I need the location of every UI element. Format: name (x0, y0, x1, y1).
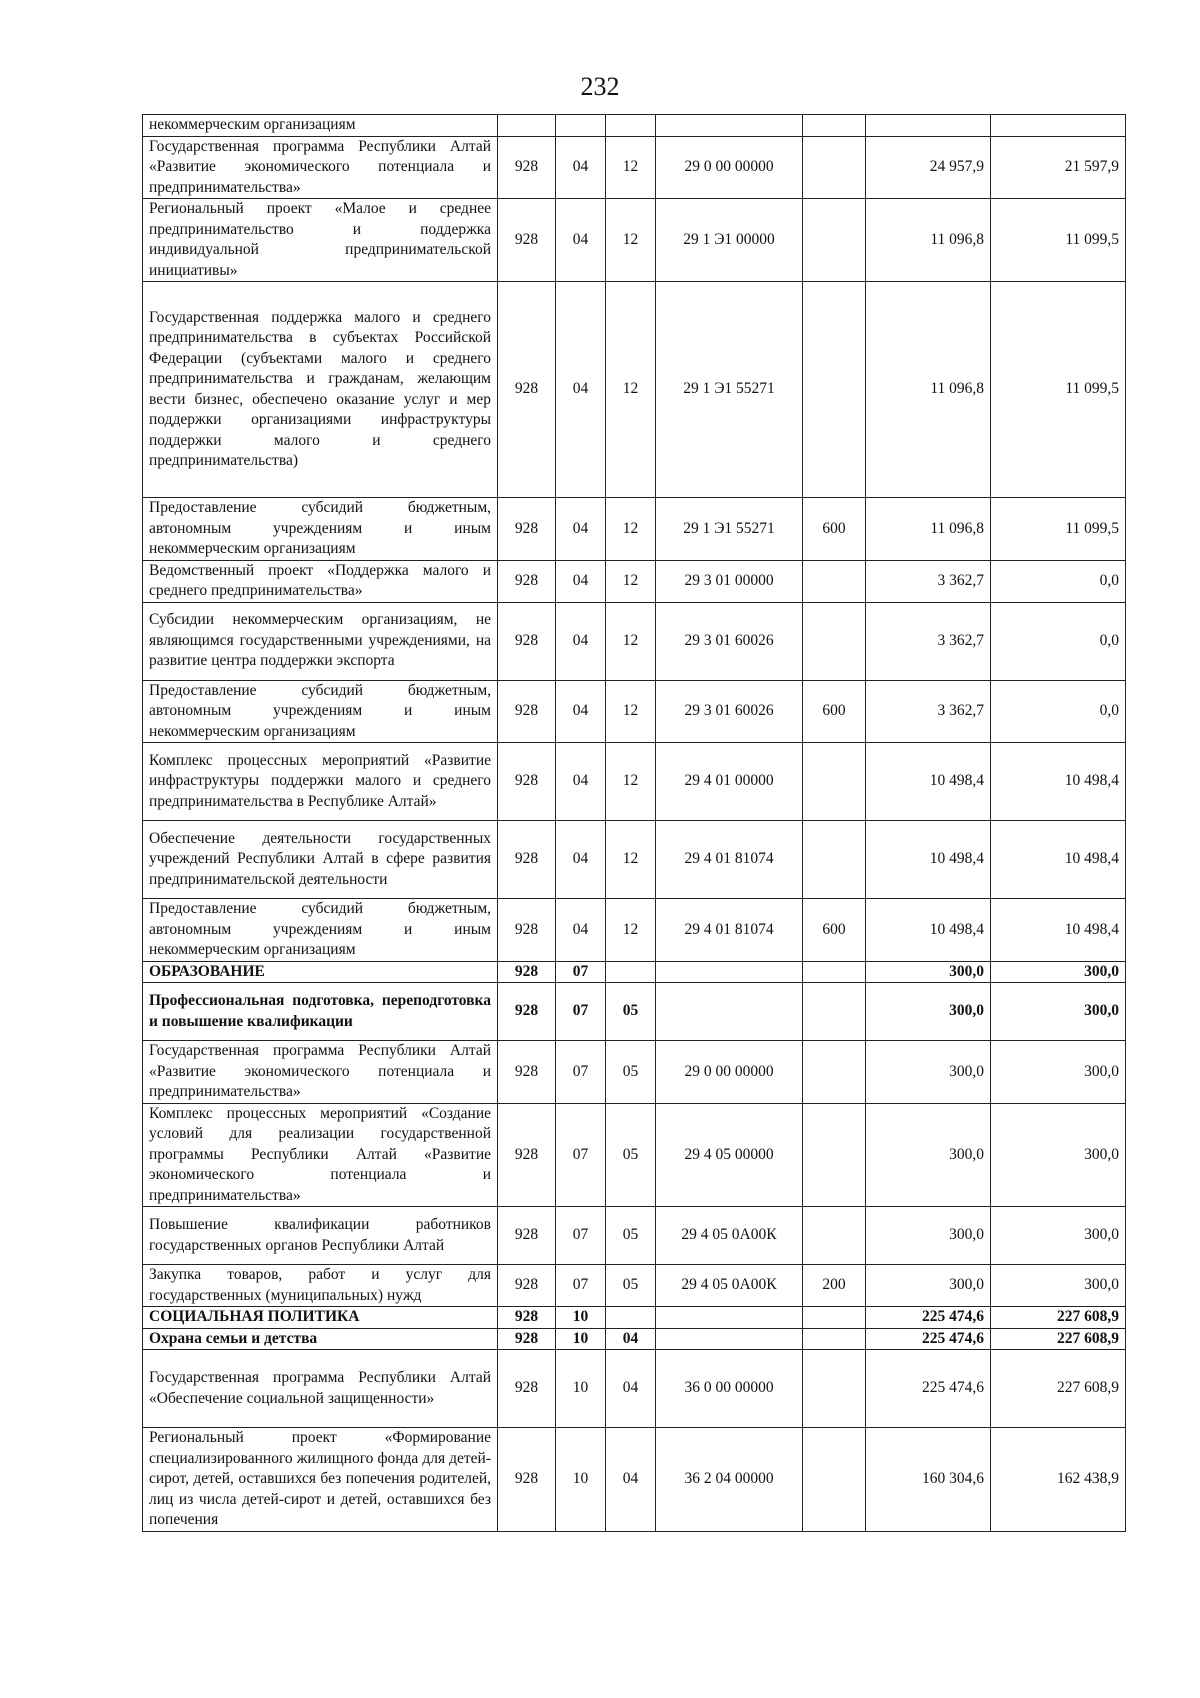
cell-amount-year1: 3 362,7 (866, 602, 991, 680)
table-body (143, 115, 1126, 1532)
cell-expense-type: 600 (803, 899, 866, 962)
table-row (143, 560, 1126, 602)
cell-ministry: 928 (498, 282, 556, 498)
cell-expense-type: 600 (803, 498, 866, 561)
cell-amount-year2: 11 099,5 (991, 199, 1126, 282)
cell-target: 29 1 Э1 55271 (656, 498, 803, 561)
cell-ministry: 928 (498, 899, 556, 962)
table-row (143, 1103, 1126, 1207)
cell-section: 04 (556, 743, 606, 821)
cell-amount-year1: 225 474,6 (866, 1307, 991, 1329)
cell-amount-year1: 10 498,4 (866, 899, 991, 962)
cell-expense-type (803, 115, 866, 137)
cell-ministry: 928 (498, 136, 556, 199)
cell-ministry (498, 115, 556, 137)
cell-subsection: 12 (606, 743, 656, 821)
table-row (143, 983, 1126, 1041)
cell-ministry: 928 (498, 1307, 556, 1329)
cell-target: 29 4 01 81074 (656, 899, 803, 962)
cell-ministry: 928 (498, 560, 556, 602)
cell-subsection: 12 (606, 602, 656, 680)
table-row (143, 899, 1126, 962)
cell-name: Профессиональная подготовка, переподготовка и повышение квалификации (143, 983, 498, 1041)
cell-subsection: 04 (606, 1328, 656, 1350)
cell-subsection: 12 (606, 282, 656, 498)
table-row (143, 199, 1126, 282)
cell-amount-year1: 11 096,8 (866, 498, 991, 561)
cell-amount-year2 (991, 115, 1126, 137)
cell-section: 07 (556, 1207, 606, 1265)
cell-expense-type (803, 199, 866, 282)
cell-ministry: 928 (498, 983, 556, 1041)
cell-target: 36 0 00 00000 (656, 1350, 803, 1428)
cell-amount-year2: 21 597,9 (991, 136, 1126, 199)
cell-section: 04 (556, 680, 606, 743)
cell-section: 07 (556, 1103, 606, 1207)
cell-amount-year2: 10 498,4 (991, 821, 1126, 899)
cell-ministry: 928 (498, 1350, 556, 1428)
cell-subsection: 05 (606, 1103, 656, 1207)
cell-target: 29 4 01 81074 (656, 821, 803, 899)
cell-subsection (606, 961, 656, 983)
cell-subsection: 05 (606, 1207, 656, 1265)
table-row (143, 1307, 1126, 1329)
cell-target: 29 4 05 0А00К (656, 1207, 803, 1265)
cell-section: 04 (556, 282, 606, 498)
cell-expense-type (803, 743, 866, 821)
cell-name: Государственная поддержка малого и среднего предпринимательства в субъектах Российской Федерации (субъектами малого и среднего предпринимательства и гражданам, желающим вести бизнес, обеспечено оказание услуг и мер поддержки организациями инфраструктуры поддержки малого и среднего предпринимательства) (143, 282, 498, 498)
cell-subsection: 04 (606, 1428, 656, 1532)
cell-amount-year2: 11 099,5 (991, 282, 1126, 498)
cell-name: Государственная программа Республики Алтай «Обеспечение социальной защищенности» (143, 1350, 498, 1428)
cell-ministry: 928 (498, 199, 556, 282)
cell-expense-type (803, 136, 866, 199)
table-row (143, 115, 1126, 137)
cell-amount-year1: 24 957,9 (866, 136, 991, 199)
cell-expense-type (803, 961, 866, 983)
cell-amount-year1: 225 474,6 (866, 1350, 991, 1428)
cell-target: 29 3 01 00000 (656, 560, 803, 602)
cell-amount-year1: 160 304,6 (866, 1428, 991, 1532)
cell-name: Повышение квалификации работников государственных органов Республики Алтай (143, 1207, 498, 1265)
cell-section: 04 (556, 199, 606, 282)
cell-amount-year2: 300,0 (991, 983, 1126, 1041)
cell-ministry: 928 (498, 1428, 556, 1532)
table-row (143, 1350, 1126, 1428)
cell-section: 10 (556, 1307, 606, 1329)
table-row (143, 1328, 1126, 1350)
table-row (143, 1041, 1126, 1104)
cell-ministry: 928 (498, 821, 556, 899)
cell-section: 07 (556, 1041, 606, 1104)
cell-amount-year1: 300,0 (866, 961, 991, 983)
cell-expense-type (803, 1041, 866, 1104)
table-row (143, 1265, 1126, 1307)
table-row (143, 498, 1126, 561)
cell-ministry: 928 (498, 680, 556, 743)
cell-ministry: 928 (498, 1103, 556, 1207)
page-number: 232 (580, 72, 620, 101)
cell-amount-year2: 0,0 (991, 602, 1126, 680)
cell-target: 29 1 Э1 00000 (656, 199, 803, 282)
cell-amount-year2: 300,0 (991, 1041, 1126, 1104)
cell-expense-type (803, 1328, 866, 1350)
cell-ministry: 928 (498, 1041, 556, 1104)
table-row (143, 136, 1126, 199)
cell-ministry: 928 (498, 602, 556, 680)
budget-table (142, 114, 1126, 1532)
cell-name: Государственная программа Республики Алтай «Развитие экономического потенциала и предпринимательства» (143, 1041, 498, 1104)
cell-subsection (606, 1307, 656, 1329)
cell-expense-type (803, 983, 866, 1041)
cell-expense-type (803, 821, 866, 899)
cell-target: 29 1 Э1 55271 (656, 282, 803, 498)
cell-section: 07 (556, 1265, 606, 1307)
table-row (143, 602, 1126, 680)
cell-name: ОБРАЗОВАНИЕ (143, 961, 498, 983)
cell-ministry: 928 (498, 1265, 556, 1307)
cell-name: Предоставление субсидий бюджетным, автономным учреждениям и иным некоммерческим организациям (143, 680, 498, 743)
table-row (143, 1428, 1126, 1532)
cell-name: Ведомственный проект «Поддержка малого и среднего предпринимательства» (143, 560, 498, 602)
cell-amount-year2: 227 608,9 (991, 1350, 1126, 1428)
cell-expense-type: 200 (803, 1265, 866, 1307)
cell-name: Государственная программа Республики Алтай «Развитие экономического потенциала и предпринимательства» (143, 136, 498, 199)
cell-subsection (606, 115, 656, 137)
cell-amount-year1: 300,0 (866, 983, 991, 1041)
cell-amount-year2: 10 498,4 (991, 743, 1126, 821)
cell-amount-year1: 3 362,7 (866, 680, 991, 743)
cell-amount-year2: 0,0 (991, 560, 1126, 602)
cell-section: 07 (556, 961, 606, 983)
cell-section: 04 (556, 136, 606, 199)
cell-name: Охрана семьи и детства (143, 1328, 498, 1350)
cell-amount-year2: 11 099,5 (991, 498, 1126, 561)
cell-name: Комплекс процессных мероприятий «Создание условий для реализации государственной программы Республики Алтай «Развитие экономического потенциала и предпринимательства» (143, 1103, 498, 1207)
cell-amount-year1: 300,0 (866, 1207, 991, 1265)
cell-name: некоммерческим организациям (143, 115, 498, 137)
cell-expense-type (803, 1428, 866, 1532)
cell-amount-year2: 227 608,9 (991, 1328, 1126, 1350)
cell-section: 04 (556, 821, 606, 899)
cell-section: 10 (556, 1328, 606, 1350)
cell-amount-year2: 162 438,9 (991, 1428, 1126, 1532)
cell-amount-year1: 225 474,6 (866, 1328, 991, 1350)
cell-name: Обеспечение деятельности государственных учреждений Республики Алтай в сфере развития предпринимательской деятельности (143, 821, 498, 899)
cell-amount-year2: 227 608,9 (991, 1307, 1126, 1329)
cell-target: 29 0 00 00000 (656, 136, 803, 199)
table-row (143, 1207, 1126, 1265)
cell-expense-type (803, 1350, 866, 1428)
cell-expense-type (803, 602, 866, 680)
cell-name: Комплекс процессных мероприятий «Развитие инфраструктуры поддержки малого и среднего предпринимательства в Республике Алтай» (143, 743, 498, 821)
cell-section: 04 (556, 899, 606, 962)
cell-expense-type: 600 (803, 680, 866, 743)
cell-target: 29 3 01 60026 (656, 602, 803, 680)
cell-target: 29 4 05 00000 (656, 1103, 803, 1207)
cell-target: 29 4 01 00000 (656, 743, 803, 821)
cell-target (656, 983, 803, 1041)
cell-section: 04 (556, 602, 606, 680)
cell-expense-type (803, 1207, 866, 1265)
cell-subsection: 12 (606, 498, 656, 561)
cell-amount-year1: 300,0 (866, 1103, 991, 1207)
cell-name: Субсидии некоммерческим организациям, не являющимся государственными учреждениями, на развитие центра поддержки экспорта (143, 602, 498, 680)
cell-expense-type (803, 1307, 866, 1329)
cell-subsection: 12 (606, 680, 656, 743)
cell-amount-year2: 10 498,4 (991, 899, 1126, 962)
cell-target: 29 0 00 00000 (656, 1041, 803, 1104)
cell-subsection: 12 (606, 899, 656, 962)
cell-amount-year1 (866, 115, 991, 137)
cell-subsection: 12 (606, 199, 656, 282)
cell-name: Предоставление субсидий бюджетным, автономным учреждениям и иным некоммерческим организациям (143, 899, 498, 962)
cell-ministry: 928 (498, 743, 556, 821)
cell-name: Предоставление субсидий бюджетным, автономным учреждениям и иным некоммерческим организациям (143, 498, 498, 561)
cell-target (656, 115, 803, 137)
cell-name: СОЦИАЛЬНАЯ ПОЛИТИКА (143, 1307, 498, 1329)
table-row (143, 743, 1126, 821)
cell-amount-year2: 300,0 (991, 1103, 1126, 1207)
cell-amount-year2: 0,0 (991, 680, 1126, 743)
cell-amount-year1: 10 498,4 (866, 743, 991, 821)
cell-target (656, 1328, 803, 1350)
cell-ministry: 928 (498, 1207, 556, 1265)
table-row (143, 282, 1126, 498)
cell-subsection: 12 (606, 136, 656, 199)
cell-target (656, 1307, 803, 1329)
cell-section: 10 (556, 1428, 606, 1532)
cell-expense-type (803, 560, 866, 602)
cell-subsection: 12 (606, 560, 656, 602)
cell-subsection: 05 (606, 1265, 656, 1307)
cell-section (556, 115, 606, 137)
cell-name: Региональный проект «Формирование специализированного жилищного фонда для детей-сирот, детей, оставшихся без попечения родителей, лиц из числа детей-сирот и детей, оставшихся без попечения (143, 1428, 498, 1532)
cell-target (656, 961, 803, 983)
cell-section: 07 (556, 983, 606, 1041)
table-row (143, 821, 1126, 899)
cell-target: 29 3 01 60026 (656, 680, 803, 743)
cell-amount-year1: 11 096,8 (866, 199, 991, 282)
cell-ministry: 928 (498, 498, 556, 561)
cell-expense-type (803, 1103, 866, 1207)
cell-expense-type (803, 282, 866, 498)
cell-name: Закупка товаров, работ и услуг для государственных (муниципальных) нужд (143, 1265, 498, 1307)
cell-name: Региональный проект «Малое и среднее предпринимательство и поддержка индивидуальной предпринимательской инициативы» (143, 199, 498, 282)
cell-subsection: 04 (606, 1350, 656, 1428)
cell-ministry: 928 (498, 961, 556, 983)
cell-target: 36 2 04 00000 (656, 1428, 803, 1532)
cell-amount-year1: 300,0 (866, 1041, 991, 1104)
cell-subsection: 05 (606, 1041, 656, 1104)
table-row (143, 961, 1126, 983)
cell-ministry: 928 (498, 1328, 556, 1350)
cell-amount-year1: 11 096,8 (866, 282, 991, 498)
cell-amount-year2: 300,0 (991, 1207, 1126, 1265)
cell-section: 04 (556, 560, 606, 602)
cell-section: 04 (556, 498, 606, 561)
cell-subsection: 05 (606, 983, 656, 1041)
cell-target: 29 4 05 0А00К (656, 1265, 803, 1307)
cell-amount-year2: 300,0 (991, 961, 1126, 983)
table-row (143, 680, 1126, 743)
cell-amount-year2: 300,0 (991, 1265, 1126, 1307)
cell-amount-year1: 10 498,4 (866, 821, 991, 899)
cell-subsection: 12 (606, 821, 656, 899)
cell-amount-year1: 3 362,7 (866, 560, 991, 602)
cell-section: 10 (556, 1350, 606, 1428)
cell-amount-year1: 300,0 (866, 1265, 991, 1307)
